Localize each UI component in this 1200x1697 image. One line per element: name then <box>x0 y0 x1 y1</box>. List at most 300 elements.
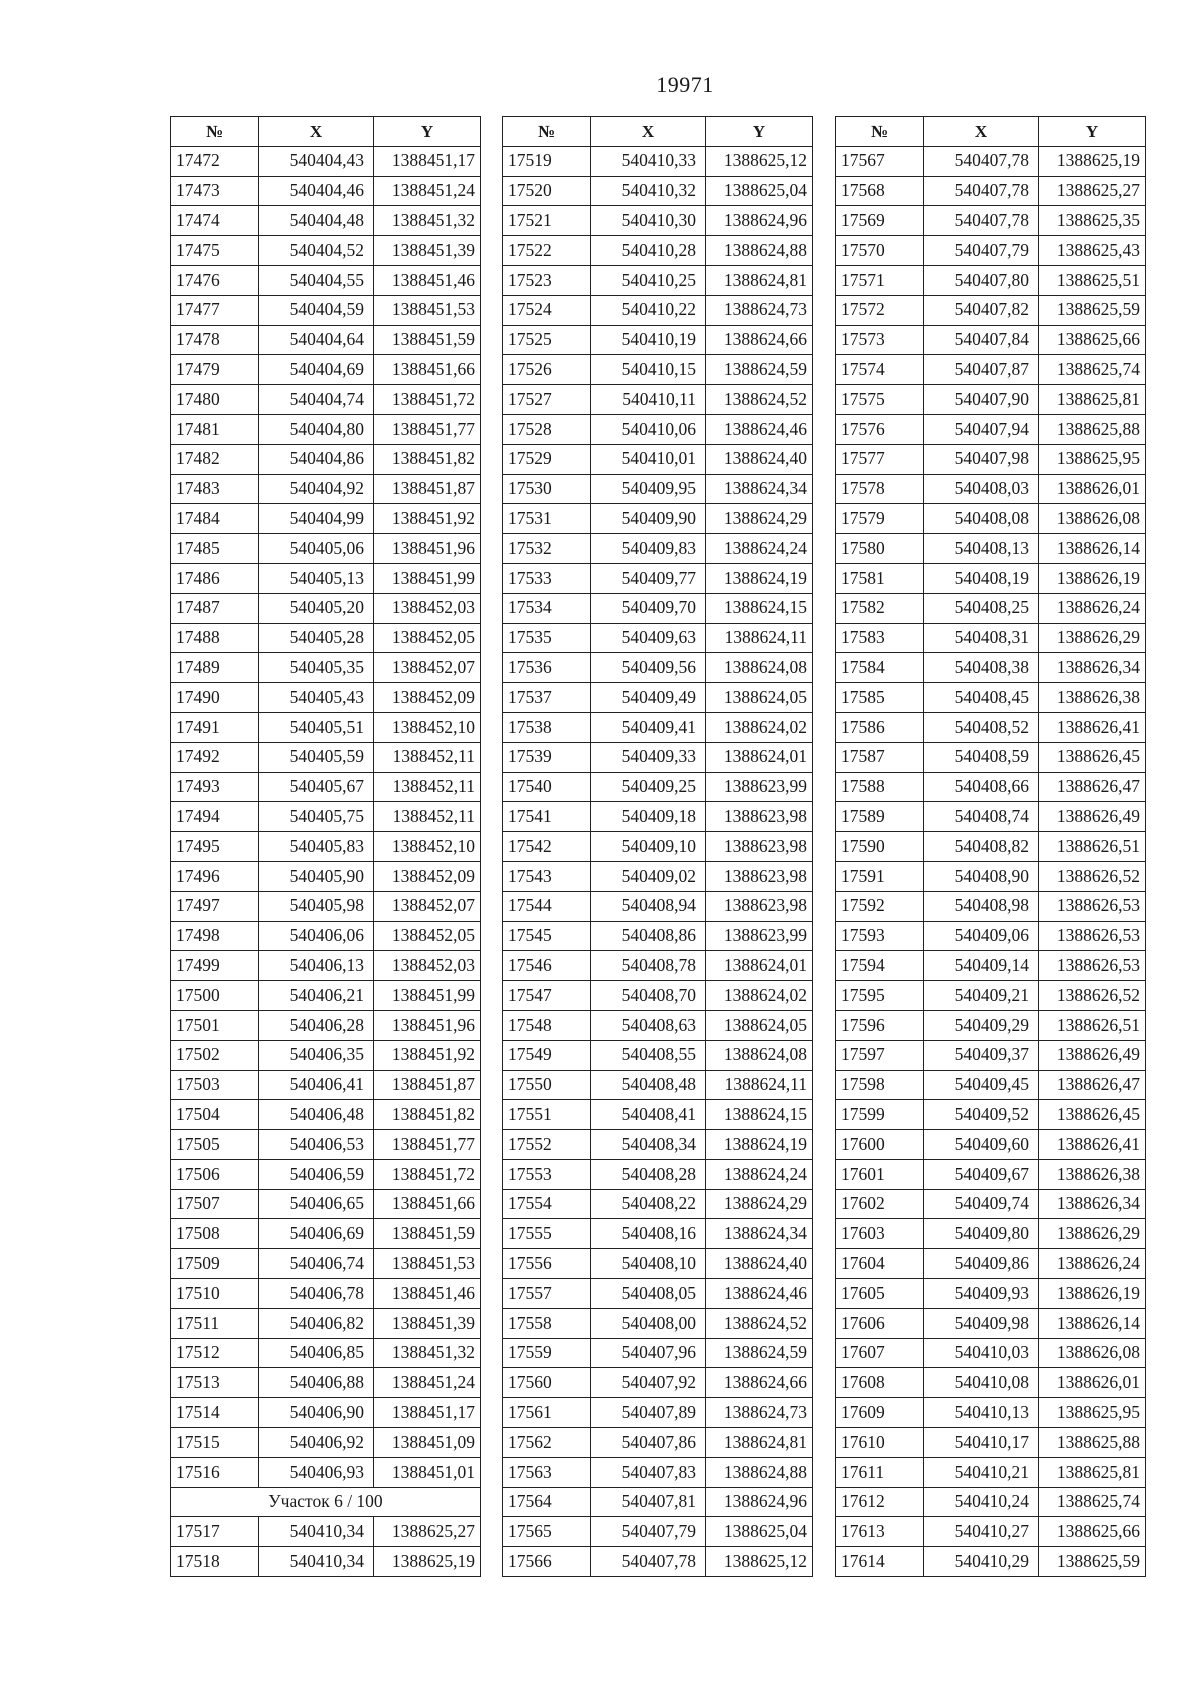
table-row <box>171 325 481 355</box>
x-coordinate-cell: 540409,60 <box>924 1130 1039 1160</box>
x-coordinate-cell: 540406,13 <box>259 951 374 981</box>
table-row <box>503 146 813 176</box>
x-coordinate-cell: 540408,86 <box>591 921 706 951</box>
table-row <box>171 414 481 444</box>
x-coordinate-cell: 540406,35 <box>259 1040 374 1070</box>
y-coordinate-cell: 1388451,99 <box>374 563 481 593</box>
y-coordinate-cell: 1388626,53 <box>1039 921 1146 951</box>
x-coordinate-cell: 540410,17 <box>924 1428 1039 1458</box>
point-number-cell: 17557 <box>503 1279 591 1309</box>
coordinates-table-3 <box>835 116 1146 1577</box>
point-number-cell: 17514 <box>171 1398 259 1428</box>
table-row <box>171 176 481 206</box>
y-coordinate-cell: 1388625,27 <box>374 1517 481 1547</box>
table-row <box>503 1130 813 1160</box>
table-header-row <box>503 117 813 147</box>
point-number-cell: 17486 <box>171 563 259 593</box>
x-coordinate-cell: 540410,33 <box>591 146 706 176</box>
table-header-row <box>171 117 481 147</box>
table-row <box>836 1428 1146 1458</box>
x-coordinate-cell: 540406,82 <box>259 1308 374 1338</box>
point-number-cell: 17612 <box>836 1487 924 1517</box>
x-coordinate-cell: 540407,78 <box>924 146 1039 176</box>
y-coordinate-cell: 1388452,03 <box>374 951 481 981</box>
point-number-cell: 17472 <box>171 146 259 176</box>
header-y: Y <box>706 117 813 147</box>
x-coordinate-cell: 540410,34 <box>259 1517 374 1547</box>
point-number-cell: 17481 <box>171 414 259 444</box>
x-coordinate-cell: 540409,83 <box>591 534 706 564</box>
y-coordinate-cell: 1388623,98 <box>706 891 813 921</box>
y-coordinate-cell: 1388452,11 <box>374 742 481 772</box>
x-coordinate-cell: 540409,29 <box>924 1010 1039 1040</box>
table-row <box>171 861 481 891</box>
table-row <box>836 1517 1146 1547</box>
table-row <box>836 176 1146 206</box>
y-coordinate-cell: 1388624,40 <box>706 1249 813 1279</box>
table-row <box>503 951 813 981</box>
y-coordinate-cell: 1388626,29 <box>1039 1219 1146 1249</box>
point-number-cell: 17586 <box>836 712 924 742</box>
x-coordinate-cell: 540410,21 <box>924 1457 1039 1487</box>
y-coordinate-cell: 1388625,12 <box>706 1547 813 1577</box>
x-coordinate-cell: 540407,90 <box>924 385 1039 415</box>
point-number-cell: 17602 <box>836 1189 924 1219</box>
x-coordinate-cell: 540408,63 <box>591 1010 706 1040</box>
x-coordinate-cell: 540409,80 <box>924 1219 1039 1249</box>
point-number-cell: 17492 <box>171 742 259 772</box>
y-coordinate-cell: 1388451,96 <box>374 1010 481 1040</box>
y-coordinate-cell: 1388452,11 <box>374 802 481 832</box>
point-number-cell: 17500 <box>171 981 259 1011</box>
table-row <box>503 1040 813 1070</box>
table-row <box>836 802 1146 832</box>
y-coordinate-cell: 1388624,05 <box>706 683 813 713</box>
y-coordinate-cell: 1388451,77 <box>374 414 481 444</box>
point-number-cell: 17582 <box>836 593 924 623</box>
y-coordinate-cell: 1388626,24 <box>1039 1249 1146 1279</box>
table-row <box>836 683 1146 713</box>
x-coordinate-cell: 540409,74 <box>924 1189 1039 1219</box>
y-coordinate-cell: 1388625,12 <box>706 146 813 176</box>
point-number-cell: 17495 <box>171 832 259 862</box>
table-row <box>836 146 1146 176</box>
table-row <box>836 1189 1146 1219</box>
point-number-cell: 17560 <box>503 1368 591 1398</box>
table-row <box>503 176 813 206</box>
x-coordinate-cell: 540407,87 <box>924 355 1039 385</box>
x-coordinate-cell: 540405,06 <box>259 534 374 564</box>
y-coordinate-cell: 1388626,45 <box>1039 742 1146 772</box>
y-coordinate-cell: 1388624,73 <box>706 295 813 325</box>
x-coordinate-cell: 540410,01 <box>591 444 706 474</box>
y-coordinate-cell: 1388625,81 <box>1039 1457 1146 1487</box>
table-row <box>171 504 481 534</box>
table-row <box>503 563 813 593</box>
table-row <box>836 1249 1146 1279</box>
table-row <box>836 534 1146 564</box>
header-x: X <box>259 117 374 147</box>
x-coordinate-cell: 540408,82 <box>924 832 1039 862</box>
x-coordinate-cell: 540410,25 <box>591 265 706 295</box>
y-coordinate-cell: 1388625,95 <box>1039 444 1146 474</box>
table-row <box>503 1338 813 1368</box>
point-number-cell: 17581 <box>836 563 924 593</box>
x-coordinate-cell: 540409,41 <box>591 712 706 742</box>
x-coordinate-cell: 540408,55 <box>591 1040 706 1070</box>
point-number-cell: 17474 <box>171 206 259 236</box>
table-row <box>836 1219 1146 1249</box>
table-row <box>503 534 813 564</box>
x-coordinate-cell: 540406,28 <box>259 1010 374 1040</box>
point-number-cell: 17496 <box>171 861 259 891</box>
point-number-cell: 17613 <box>836 1517 924 1547</box>
point-number-cell: 17576 <box>836 414 924 444</box>
y-coordinate-cell: 1388626,52 <box>1039 861 1146 891</box>
y-coordinate-cell: 1388626,49 <box>1039 802 1146 832</box>
point-number-cell: 17490 <box>171 683 259 713</box>
table-row <box>836 1130 1146 1160</box>
x-coordinate-cell: 540409,90 <box>591 504 706 534</box>
point-number-cell: 17603 <box>836 1219 924 1249</box>
x-coordinate-cell: 540410,19 <box>591 325 706 355</box>
table-row <box>503 921 813 951</box>
x-coordinate-cell: 540405,51 <box>259 712 374 742</box>
y-coordinate-cell: 1388624,40 <box>706 444 813 474</box>
x-coordinate-cell: 540404,64 <box>259 325 374 355</box>
x-coordinate-cell: 540406,41 <box>259 1070 374 1100</box>
point-number-cell: 17505 <box>171 1130 259 1160</box>
table-row <box>836 623 1146 653</box>
point-number-cell: 17535 <box>503 623 591 653</box>
point-number-cell: 17585 <box>836 683 924 713</box>
y-coordinate-cell: 1388452,09 <box>374 683 481 713</box>
x-coordinate-cell: 540408,05 <box>591 1279 706 1309</box>
table-row <box>503 1189 813 1219</box>
point-number-cell: 17483 <box>171 474 259 504</box>
table-row <box>171 623 481 653</box>
table-row <box>503 414 813 444</box>
table-row <box>171 206 481 236</box>
table-row <box>503 1547 813 1577</box>
y-coordinate-cell: 1388626,41 <box>1039 712 1146 742</box>
x-coordinate-cell: 540405,59 <box>259 742 374 772</box>
point-number-cell: 17513 <box>171 1368 259 1398</box>
header-y: Y <box>1039 117 1146 147</box>
y-coordinate-cell: 1388626,34 <box>1039 1189 1146 1219</box>
point-number-cell: 17590 <box>836 832 924 862</box>
x-coordinate-cell: 540404,99 <box>259 504 374 534</box>
y-coordinate-cell: 1388452,10 <box>374 712 481 742</box>
point-number-cell: 17551 <box>503 1100 591 1130</box>
y-coordinate-cell: 1388624,46 <box>706 1279 813 1309</box>
table-row <box>171 1308 481 1338</box>
table-row <box>503 444 813 474</box>
table-row <box>503 1159 813 1189</box>
point-number-cell: 17605 <box>836 1279 924 1309</box>
table-row <box>836 295 1146 325</box>
y-coordinate-cell: 1388625,35 <box>1039 206 1146 236</box>
table-row <box>503 295 813 325</box>
x-coordinate-cell: 540407,98 <box>924 444 1039 474</box>
table-row <box>836 861 1146 891</box>
table-row <box>836 1487 1146 1517</box>
table-row <box>171 146 481 176</box>
table-row <box>836 772 1146 802</box>
x-coordinate-cell: 540405,67 <box>259 772 374 802</box>
x-coordinate-cell: 540404,59 <box>259 295 374 325</box>
x-coordinate-cell: 540408,41 <box>591 1100 706 1130</box>
x-coordinate-cell: 540408,74 <box>924 802 1039 832</box>
point-number-cell: 17544 <box>503 891 591 921</box>
table-row <box>836 1547 1146 1577</box>
table-row <box>171 1219 481 1249</box>
point-number-cell: 17537 <box>503 683 591 713</box>
table-row <box>503 265 813 295</box>
y-coordinate-cell: 1388624,66 <box>706 1368 813 1398</box>
table-row <box>171 802 481 832</box>
y-coordinate-cell: 1388625,19 <box>1039 146 1146 176</box>
x-coordinate-cell: 540408,03 <box>924 474 1039 504</box>
y-coordinate-cell: 1388451,59 <box>374 325 481 355</box>
y-coordinate-cell: 1388624,29 <box>706 1189 813 1219</box>
point-number-cell: 17503 <box>171 1070 259 1100</box>
point-number-cell: 17607 <box>836 1338 924 1368</box>
point-number-cell: 17569 <box>836 206 924 236</box>
x-coordinate-cell: 540405,43 <box>259 683 374 713</box>
x-coordinate-cell: 540407,89 <box>591 1398 706 1428</box>
point-number-cell: 17538 <box>503 712 591 742</box>
point-number-cell: 17480 <box>171 385 259 415</box>
table-row <box>836 1040 1146 1070</box>
y-coordinate-cell: 1388451,53 <box>374 295 481 325</box>
x-coordinate-cell: 540407,80 <box>924 265 1039 295</box>
table-row <box>836 1368 1146 1398</box>
y-coordinate-cell: 1388451,87 <box>374 474 481 504</box>
x-coordinate-cell: 540408,28 <box>591 1159 706 1189</box>
y-coordinate-cell: 1388626,53 <box>1039 891 1146 921</box>
x-coordinate-cell: 540408,59 <box>924 742 1039 772</box>
x-coordinate-cell: 540409,52 <box>924 1100 1039 1130</box>
point-number-cell: 17518 <box>171 1547 259 1577</box>
x-coordinate-cell: 540404,48 <box>259 206 374 236</box>
y-coordinate-cell: 1388624,66 <box>706 325 813 355</box>
table-row <box>171 1398 481 1428</box>
table-row <box>171 1547 481 1577</box>
x-coordinate-cell: 540405,35 <box>259 653 374 683</box>
y-coordinate-cell: 1388625,88 <box>1039 414 1146 444</box>
point-number-cell: 17595 <box>836 981 924 1011</box>
y-coordinate-cell: 1388624,46 <box>706 414 813 444</box>
point-number-cell: 17604 <box>836 1249 924 1279</box>
table-row <box>503 861 813 891</box>
section-row <box>171 1487 481 1517</box>
table-row <box>171 1368 481 1398</box>
table-row <box>836 1070 1146 1100</box>
table-row <box>171 295 481 325</box>
point-number-cell: 17610 <box>836 1428 924 1458</box>
page-number: 19971 <box>656 72 714 97</box>
table-row <box>503 1100 813 1130</box>
y-coordinate-cell: 1388623,98 <box>706 861 813 891</box>
table-row <box>171 1249 481 1279</box>
point-number-cell: 17614 <box>836 1547 924 1577</box>
y-coordinate-cell: 1388625,51 <box>1039 265 1146 295</box>
point-number-cell: 17598 <box>836 1070 924 1100</box>
x-coordinate-cell: 540408,38 <box>924 653 1039 683</box>
table-row <box>503 325 813 355</box>
table-row <box>503 593 813 623</box>
table-row <box>503 1279 813 1309</box>
y-coordinate-cell: 1388451,32 <box>374 1338 481 1368</box>
y-coordinate-cell: 1388626,14 <box>1039 1308 1146 1338</box>
y-coordinate-cell: 1388624,24 <box>706 534 813 564</box>
table-row <box>836 236 1146 266</box>
y-coordinate-cell: 1388624,05 <box>706 1010 813 1040</box>
table-row <box>836 981 1146 1011</box>
point-number-cell: 17543 <box>503 861 591 891</box>
y-coordinate-cell: 1388625,66 <box>1039 1517 1146 1547</box>
point-number-cell: 17534 <box>503 593 591 623</box>
point-number-cell: 17531 <box>503 504 591 534</box>
x-coordinate-cell: 540406,65 <box>259 1189 374 1219</box>
table-row <box>836 325 1146 355</box>
point-number-cell: 17509 <box>171 1249 259 1279</box>
x-coordinate-cell: 540410,27 <box>924 1517 1039 1547</box>
x-coordinate-cell: 540409,93 <box>924 1279 1039 1309</box>
point-number-cell: 17475 <box>171 236 259 266</box>
point-number-cell: 17523 <box>503 265 591 295</box>
y-coordinate-cell: 1388626,38 <box>1039 1159 1146 1189</box>
y-coordinate-cell: 1388451,01 <box>374 1457 481 1487</box>
table-row <box>171 951 481 981</box>
point-number-cell: 17554 <box>503 1189 591 1219</box>
point-number-cell: 17488 <box>171 623 259 653</box>
x-coordinate-cell: 540404,43 <box>259 146 374 176</box>
table-row <box>171 265 481 295</box>
table-row <box>171 1189 481 1219</box>
x-coordinate-cell: 540410,15 <box>591 355 706 385</box>
x-coordinate-cell: 540409,70 <box>591 593 706 623</box>
point-number-cell: 17547 <box>503 981 591 1011</box>
table-row <box>503 1219 813 1249</box>
y-coordinate-cell: 1388623,99 <box>706 921 813 951</box>
table-row <box>503 504 813 534</box>
point-number-cell: 17477 <box>171 295 259 325</box>
table-row <box>171 444 481 474</box>
table-row <box>503 355 813 385</box>
table-row <box>503 891 813 921</box>
point-number-cell: 17609 <box>836 1398 924 1428</box>
x-coordinate-cell: 540409,45 <box>924 1070 1039 1100</box>
point-number-cell: 17597 <box>836 1040 924 1070</box>
table-row <box>171 653 481 683</box>
point-number-cell: 17542 <box>503 832 591 862</box>
x-coordinate-cell: 540406,85 <box>259 1338 374 1368</box>
x-coordinate-cell: 540410,30 <box>591 206 706 236</box>
x-coordinate-cell: 540410,34 <box>259 1547 374 1577</box>
point-number-cell: 17511 <box>171 1308 259 1338</box>
y-coordinate-cell: 1388625,04 <box>706 1517 813 1547</box>
coordinates-table-1 <box>170 116 481 1577</box>
x-coordinate-cell: 540407,83 <box>591 1457 706 1487</box>
table-row <box>836 832 1146 862</box>
table-row <box>171 385 481 415</box>
table-row <box>836 653 1146 683</box>
y-coordinate-cell: 1388625,43 <box>1039 236 1146 266</box>
point-number-cell: 17575 <box>836 385 924 415</box>
point-number-cell: 17574 <box>836 355 924 385</box>
x-coordinate-cell: 540406,69 <box>259 1219 374 1249</box>
y-coordinate-cell: 1388626,19 <box>1039 1279 1146 1309</box>
x-coordinate-cell: 540408,45 <box>924 683 1039 713</box>
y-coordinate-cell: 1388452,05 <box>374 921 481 951</box>
point-number-cell: 17552 <box>503 1130 591 1160</box>
y-coordinate-cell: 1388624,02 <box>706 712 813 742</box>
section-label: Участок 6 / 100 <box>171 1487 481 1517</box>
point-number-cell: 17494 <box>171 802 259 832</box>
y-coordinate-cell: 1388626,53 <box>1039 951 1146 981</box>
point-number-cell: 17519 <box>503 146 591 176</box>
y-coordinate-cell: 1388451,46 <box>374 1279 481 1309</box>
point-number-cell: 17482 <box>171 444 259 474</box>
x-coordinate-cell: 540409,02 <box>591 861 706 891</box>
y-coordinate-cell: 1388451,39 <box>374 1308 481 1338</box>
table-row <box>171 355 481 385</box>
x-coordinate-cell: 540410,08 <box>924 1368 1039 1398</box>
y-coordinate-cell: 1388626,47 <box>1039 1070 1146 1100</box>
y-coordinate-cell: 1388451,17 <box>374 146 481 176</box>
y-coordinate-cell: 1388451,59 <box>374 1219 481 1249</box>
table-row <box>836 355 1146 385</box>
table-row <box>836 504 1146 534</box>
x-coordinate-cell: 540406,90 <box>259 1398 374 1428</box>
y-coordinate-cell: 1388626,01 <box>1039 1368 1146 1398</box>
x-coordinate-cell: 540404,69 <box>259 355 374 385</box>
y-coordinate-cell: 1388626,49 <box>1039 1040 1146 1070</box>
coordinates-table-2 <box>502 116 813 1577</box>
y-coordinate-cell: 1388623,98 <box>706 832 813 862</box>
table-row <box>171 1279 481 1309</box>
table-row <box>503 683 813 713</box>
table-row <box>503 236 813 266</box>
table-row <box>503 742 813 772</box>
point-number-cell: 17517 <box>171 1517 259 1547</box>
point-number-cell: 17562 <box>503 1428 591 1458</box>
x-coordinate-cell: 540408,70 <box>591 981 706 1011</box>
x-coordinate-cell: 540409,67 <box>924 1159 1039 1189</box>
table-row <box>836 1398 1146 1428</box>
x-coordinate-cell: 540408,90 <box>924 861 1039 891</box>
table-row <box>171 1517 481 1547</box>
x-coordinate-cell: 540407,79 <box>591 1517 706 1547</box>
table-row <box>836 742 1146 772</box>
y-coordinate-cell: 1388451,92 <box>374 504 481 534</box>
point-number-cell: 17565 <box>503 1517 591 1547</box>
point-number-cell: 17594 <box>836 951 924 981</box>
y-coordinate-cell: 1388625,81 <box>1039 385 1146 415</box>
x-coordinate-cell: 540410,24 <box>924 1487 1039 1517</box>
y-coordinate-cell: 1388451,87 <box>374 1070 481 1100</box>
table-row <box>171 1070 481 1100</box>
x-coordinate-cell: 540406,59 <box>259 1159 374 1189</box>
table-row <box>836 474 1146 504</box>
y-coordinate-cell: 1388625,66 <box>1039 325 1146 355</box>
y-coordinate-cell: 1388451,24 <box>374 1368 481 1398</box>
point-number-cell: 17487 <box>171 593 259 623</box>
table-row <box>836 444 1146 474</box>
y-coordinate-cell: 1388451,77 <box>374 1130 481 1160</box>
